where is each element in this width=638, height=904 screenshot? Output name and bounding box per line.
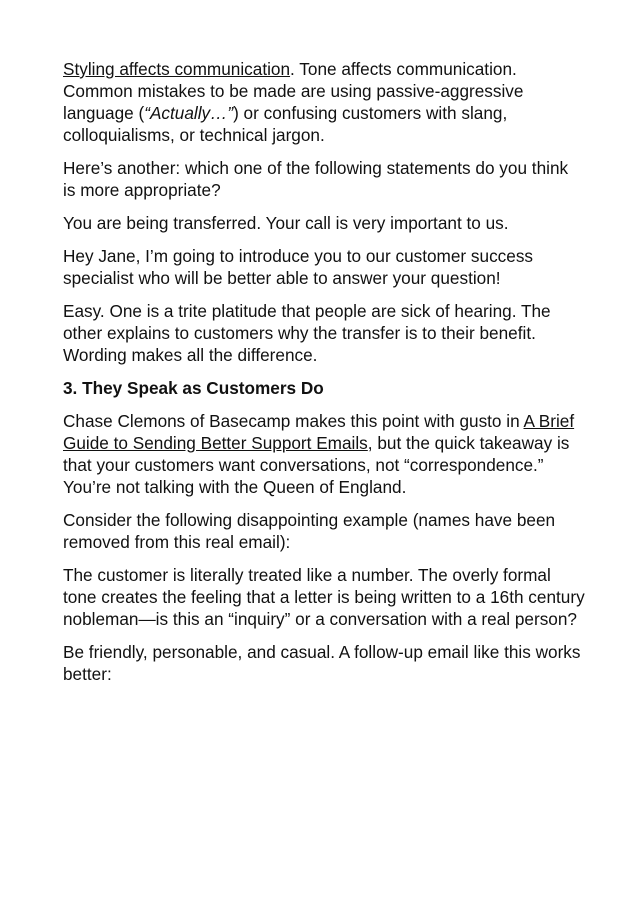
paragraph-question: Here’s another: which one of the following statements do you think is more appropriate? [63, 158, 569, 200]
paragraph-styling [63, 58, 585, 146]
paragraph-styling-text-a: . Tone affects communication. Common mistakes to be made are using passive-aggressive language ( [63, 59, 524, 123]
paragraph-example-introduce: Hey Jane, I’m going to introduce you to our customer success specialist who will be better able to answer your question! [63, 246, 534, 288]
paragraph-example-transfer: You are being transferred. Your call is very important to us. [63, 213, 509, 233]
document-page [63, 58, 585, 696]
section-heading: 3. They Speak as Customers Do [63, 378, 324, 398]
paragraph-chase-text-b: , but the quick takeaway is that your customers want conversations, not “correspondence.” You’re not talking with the Queen of England. [63, 433, 570, 497]
paragraph-be-friendly: Be friendly, personable, and casual. A follow-up email like this works better: [63, 642, 581, 684]
paragraph-styling-text-b: ) or confusing customers with slang, colloquialisms, or technical jargon. [63, 103, 508, 145]
paragraph-number-treatment: The customer is literally treated like a number. The overly formal tone creates the feeling that a letter is being written to a 16th century nobleman—is this an “inquiry” or a conversation with a real person? [63, 565, 585, 629]
paragraph-consider-example: Consider the following disappointing example (names have been removed from this real email): [63, 510, 556, 552]
styling-link[interactable]: Styling affects communication [63, 59, 291, 79]
paragraph-chase-clemons [63, 410, 585, 498]
paragraph-answer: Easy. One is a trite platitude that people are sick of hearing. The other explains to customers why the transfer is to their benefit. Wording makes all the difference. [63, 301, 551, 365]
paragraph-chase-text-a: Chase Clemons of Basecamp makes this point with gusto in [63, 411, 524, 431]
actually-quote: “Actually…” [144, 103, 234, 123]
support-emails-guide-link[interactable]: A Brief Guide to Sending Better Support Emails [63, 411, 575, 453]
